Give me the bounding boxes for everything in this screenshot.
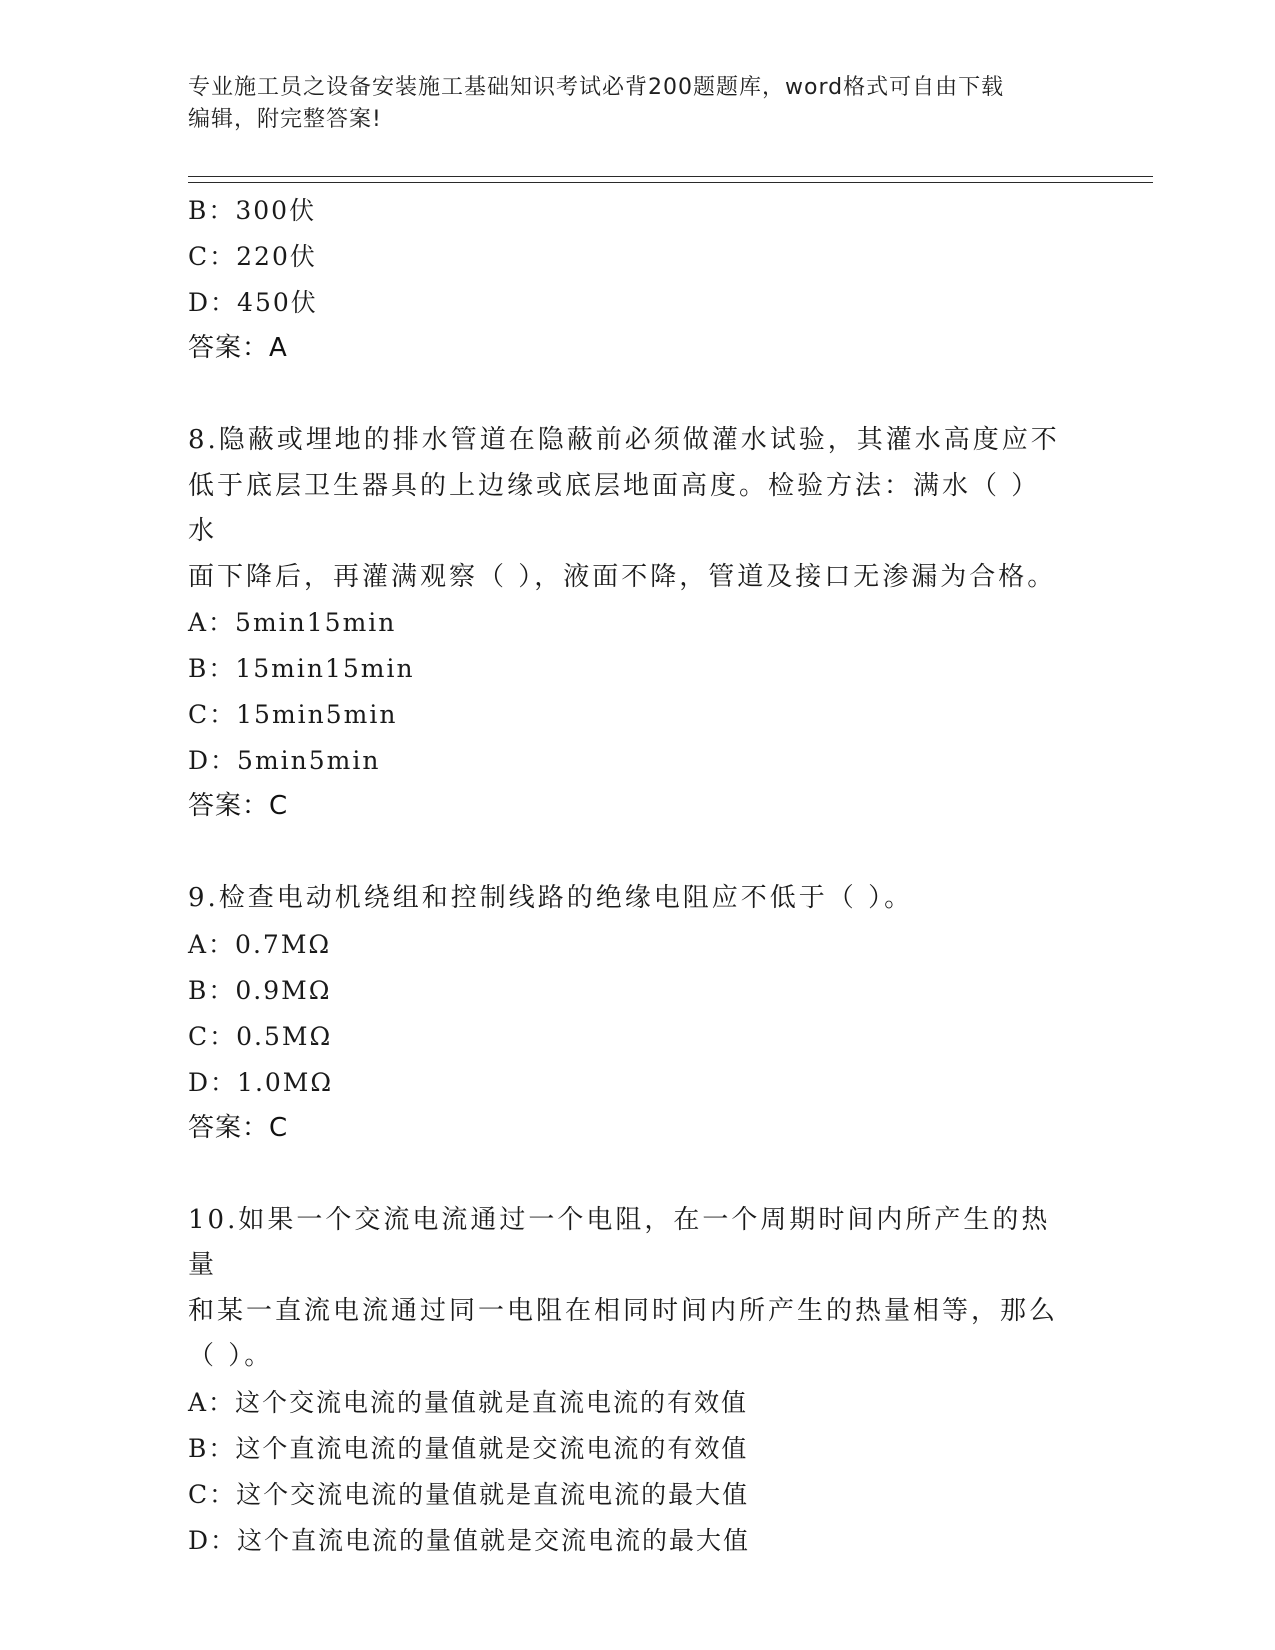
- header-rule-bottom: [188, 182, 1153, 183]
- answer-line: 答案：C: [188, 791, 289, 821]
- question-stem-line: （ ）。: [188, 1341, 274, 1371]
- header-title-line-1: 专业施工员之设备安装施工基础知识考试必背200题题库，word格式可自由下载: [188, 75, 1005, 100]
- option-d: D：450伏: [188, 288, 318, 317]
- option-c: C：220伏: [188, 242, 317, 271]
- header-title-line-2: 编辑，附完整答案!: [188, 107, 382, 132]
- question-10: [188, 1198, 1088, 1564]
- question-stem-line: 9.检查电动机绕组和控制线路的绝缘电阻应不低于（ ）。: [188, 883, 914, 913]
- option-b: B：15min15min: [188, 654, 415, 683]
- question-stem-line: 和某一直流电流通过同一电阻在相同时间内所产生的热量相等，那么: [188, 1295, 1059, 1326]
- question-stem-line: 面下降后，再灌满观察（ ），液面不降，管道及接口无渗漏为合格。: [188, 561, 1057, 592]
- option-a: A：这个交流电流的量值就是直流电流的有效值: [188, 1387, 749, 1417]
- spacer: [188, 828, 1088, 876]
- document-header: [188, 72, 1068, 136]
- question-9: [188, 876, 1088, 1150]
- header-rule-top: [188, 176, 1153, 177]
- spacer: [188, 1150, 1088, 1198]
- option-b: B：这个直流电流的量值就是交流电流的有效值: [188, 1433, 749, 1463]
- question-stem-line: 10.如果一个交流电流通过一个电阻，在一个周期时间内所产生的热量: [188, 1204, 1051, 1280]
- option-c: C：15min5min: [188, 700, 398, 729]
- question-stem-line: 8.隐蔽或埋地的排水管道在隐蔽前必须做灌水试验，其灌水高度应不: [188, 425, 1060, 455]
- option-b: B：300伏: [188, 196, 317, 225]
- spacer: [188, 370, 1088, 418]
- option-d: D：5min5min: [188, 746, 381, 775]
- option-b: B：0.9MΩ: [188, 975, 332, 1005]
- option-a: A：5min15min: [188, 608, 397, 637]
- option-a: A：0.7MΩ: [188, 929, 332, 959]
- question-8: [188, 418, 1088, 828]
- option-d: D：这个直流电流的量值就是交流电流的最大值: [188, 1525, 751, 1555]
- option-d: D：1.0MΩ: [188, 1067, 334, 1097]
- answer-line: 答案：C: [188, 1112, 289, 1143]
- question-stem-line: 低于底层卫生器具的上边缘或底层地面高度。检验方法：满水（ ）水: [188, 470, 1041, 546]
- answer-line: 答案：A: [188, 333, 288, 363]
- question-7-continuation: [188, 188, 1088, 370]
- option-c: C：这个交流电流的量值就是直流电流的最大值: [188, 1479, 750, 1509]
- document-body: [188, 188, 1088, 1564]
- option-c: C：0.5MΩ: [188, 1021, 333, 1051]
